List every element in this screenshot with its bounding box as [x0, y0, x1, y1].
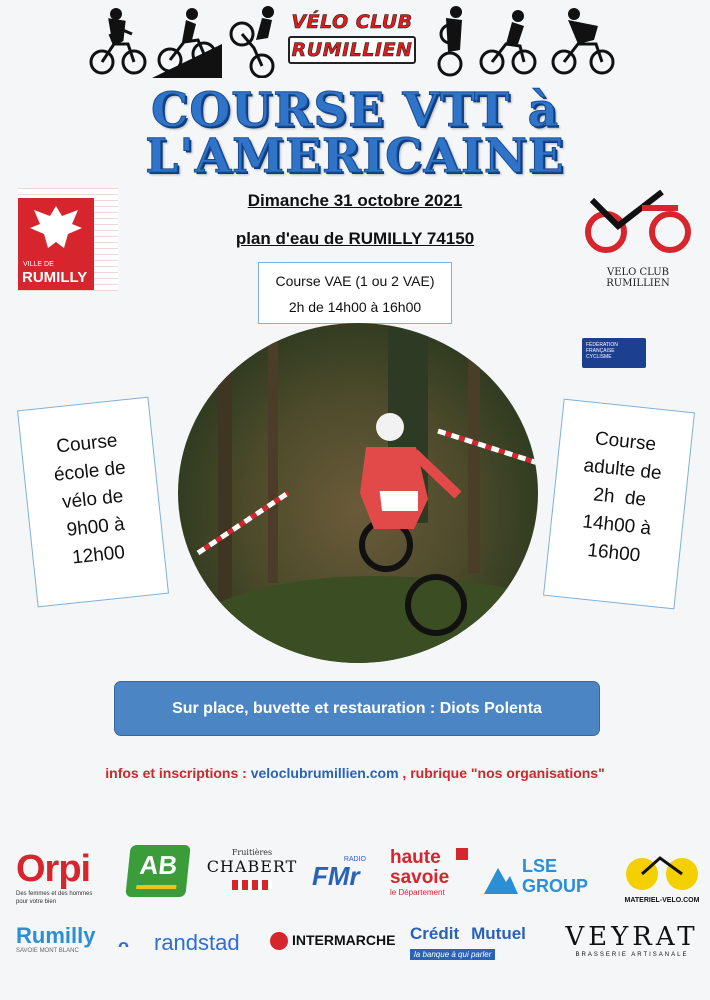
adulte-card — [543, 399, 695, 610]
vae-info-box — [258, 262, 452, 324]
veyrat-tag: BRASSERIE ARTISANALE — [575, 952, 689, 958]
adulte-card-line: 16h00 — [586, 540, 642, 567]
club-banner — [288, 10, 416, 68]
randstad-symbol-icon: ᴖ — [118, 936, 129, 956]
ffc-line3: CYCLISME — [586, 354, 612, 360]
ecole-card-line: Course — [55, 430, 119, 458]
rumilly-name: Rumilly — [16, 923, 96, 948]
ville-label: VILLE DE — [23, 261, 54, 268]
ecole-card-line: école de — [52, 457, 127, 486]
cyclist-icon — [88, 4, 148, 78]
title-line2: L'AMERICAINE — [145, 129, 565, 184]
ecole-card-line: 9h00 à — [65, 513, 126, 541]
ville-name: RUMILLY — [22, 269, 88, 286]
adulte-card-line: 14h00 à — [581, 511, 653, 540]
lse-line1: LSE — [522, 856, 558, 876]
club-banner-line1: VÉLO CLUB — [291, 11, 413, 33]
materiel-velo-text: MATERIEL-VELO.COM — [624, 897, 700, 904]
cyclist-icon — [152, 4, 222, 78]
ecole-card — [17, 397, 169, 608]
veyrat-logo — [564, 922, 700, 966]
bike-logo-icon — [582, 186, 694, 256]
vae-line1: Course VAE (1 ou 2 VAE) — [275, 273, 435, 289]
haute-savoie-line3: le Département — [390, 888, 445, 897]
ecole-card-line: 12h00 — [71, 542, 126, 569]
intermarche-name: INTERMARCHE — [292, 932, 396, 948]
intermarche-logo — [270, 930, 396, 958]
orpi-tagline: pour votre bien — [16, 899, 57, 905]
fmr-logo — [312, 856, 372, 894]
cyclist-icon — [224, 4, 284, 78]
intermarche-symbol-icon — [270, 932, 288, 950]
ab-text: AB — [138, 850, 179, 880]
buvette-banner: Sur place, buvette et restauration : Diots Polenta — [114, 681, 600, 736]
ffc-logo — [582, 338, 646, 368]
ffc-line1: FÉDÉRATION — [586, 342, 618, 348]
lse-line2: GROUP — [522, 876, 589, 896]
mountain-icon — [484, 864, 518, 894]
fmr-name: FMr — [312, 861, 360, 891]
eagle-icon — [18, 198, 94, 260]
ecole-card-line: vélo de — [61, 485, 125, 514]
orpi-name: Orpi — [16, 848, 91, 890]
infos-link[interactable]: veloclubrumillien.com — [250, 765, 399, 781]
rumilly-tag: SAVOIE MONT BLANC — [16, 948, 79, 954]
ab-logo — [125, 845, 190, 897]
adulte-card-line: Course — [593, 428, 658, 456]
ville-rumilly-logo — [18, 188, 118, 291]
club-banner-line2: RUMILLIEN — [288, 36, 416, 64]
chabert-name: CHABERT — [206, 857, 298, 876]
credit-line2: Mutuel — [471, 924, 526, 943]
haute-savoie-line2: savoie — [390, 867, 450, 888]
credit-tag: la banque à qui parler — [410, 949, 495, 960]
orpi-tagline: Des femmes et des hommes — [16, 891, 93, 897]
cyclist-icon — [548, 4, 618, 78]
event-location: plan d'eau de RUMILLY 74150 — [235, 229, 475, 248]
adulte-card-line: adulte de — [582, 455, 663, 485]
credit-mutuel-logo — [410, 924, 542, 964]
bike-icon — [620, 850, 704, 892]
fmr-radio: RADIO — [343, 856, 366, 863]
vae-line2: 2h de 14h00 à 16h00 — [288, 299, 422, 315]
randstad-logo — [118, 928, 258, 958]
cross-icon — [456, 848, 468, 860]
velo-club-logo-text: VELO CLUB RUMILLIEN — [606, 267, 670, 289]
event-date: Dimanche 31 octobre 2021 — [247, 191, 463, 210]
orpi-logo — [16, 848, 120, 912]
rumilly-logo — [16, 924, 106, 962]
infos-line — [0, 765, 710, 781]
credit-line1: Crédit — [410, 924, 460, 943]
ffc-line2: FRANÇAISE — [586, 348, 615, 354]
randstad-name: randstad — [154, 930, 240, 955]
infos-suffix: , rubrique "nos organisations" — [398, 765, 605, 781]
race-photo — [178, 323, 538, 663]
haute-savoie-logo — [390, 848, 472, 904]
velo-club-logo — [582, 186, 694, 289]
lse-logo — [484, 856, 604, 896]
chabert-top: Fruitières — [231, 848, 273, 857]
infos-prefix: infos et inscriptions : — [105, 765, 251, 781]
title-line1: COURSE VTT à — [150, 83, 560, 138]
photo-scene — [178, 323, 538, 663]
cyclist-icon — [478, 4, 538, 78]
cyclist-icon — [426, 4, 486, 78]
chabert-logo — [206, 848, 298, 902]
adulte-card-line: 2h de — [592, 484, 648, 511]
veyrat-name: VEYRAT — [565, 922, 699, 952]
haute-savoie-line1: haute — [390, 847, 441, 868]
materiel-velo-logo — [620, 850, 704, 908]
